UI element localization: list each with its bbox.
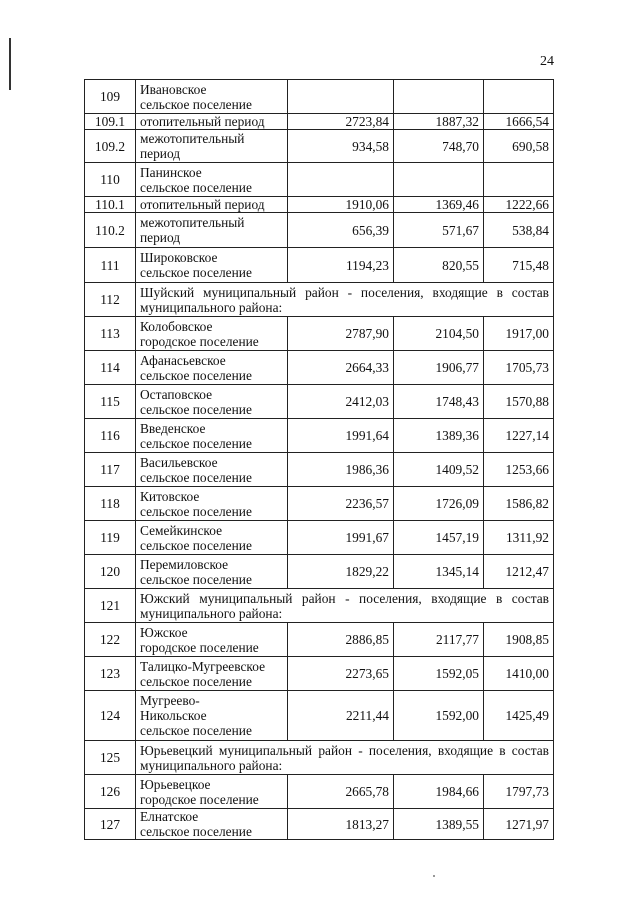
value-cell [484, 80, 554, 114]
row-number: 120 [85, 555, 136, 589]
district-heading: Шуйский муниципальный район - поселения, входящие в состав муниципального района: [136, 283, 554, 317]
row-number: 111 [85, 248, 136, 283]
settlement-name [136, 657, 288, 691]
settlement-name [136, 80, 288, 114]
table-row [85, 213, 554, 248]
row-number: 124 [85, 691, 136, 741]
value-cell: 1991,64 [288, 419, 394, 453]
settlement-name-line: сельское поселение [140, 401, 252, 417]
value-cell [288, 80, 394, 114]
table-row [85, 163, 554, 197]
table-row [85, 487, 554, 521]
value-cell: 1194,23 [288, 248, 394, 283]
value-cell: 1222,66 [484, 197, 554, 213]
settlement-name-line: отопительный период [140, 197, 265, 212]
value-cell: 1271,97 [484, 809, 554, 840]
value-cell: 1666,54 [484, 114, 554, 130]
value-cell: 1797,73 [484, 775, 554, 809]
row-number: 121 [85, 589, 136, 623]
settlement-name [136, 163, 288, 197]
margin-mark [9, 38, 11, 90]
settlement-name [136, 555, 288, 589]
settlement-name-line: Остаповское [140, 386, 213, 402]
settlement-name-line: межотопительный [140, 215, 245, 230]
value-cell: 1906,77 [394, 351, 484, 385]
value-cell: 2665,78 [288, 775, 394, 809]
value-cell: 1887,32 [394, 114, 484, 130]
settlement-name [136, 351, 288, 385]
row-number: 116 [85, 419, 136, 453]
value-cell: 1369,46 [394, 197, 484, 213]
value-cell: 2104,50 [394, 317, 484, 351]
value-cell: 1409,52 [394, 453, 484, 487]
settlement-name-line: сельское поселение [140, 503, 252, 519]
settlement-name-line: сельское поселение [140, 537, 252, 553]
settlement-name [136, 213, 288, 248]
settlement-name-line: период [140, 230, 181, 245]
settlement-name [136, 385, 288, 419]
row-number: 109.1 [85, 114, 136, 130]
row-number: 125 [85, 741, 136, 775]
row-number: 110.2 [85, 213, 136, 248]
value-cell: 820,55 [394, 248, 484, 283]
settlement-name [136, 197, 288, 213]
value-cell: 656,39 [288, 213, 394, 248]
value-cell: 1389,36 [394, 419, 484, 453]
settlement-name-line: городское поселение [140, 791, 259, 807]
settlement-name [136, 130, 288, 163]
row-number: 122 [85, 623, 136, 657]
value-cell: 1212,47 [484, 555, 554, 589]
settlement-name-line: Китовское [140, 488, 200, 504]
district-heading: Юрьевецкий муниципальный район - поселения, входящие в состав муниципального района: [136, 741, 554, 775]
row-number: 110 [85, 163, 136, 197]
settlement-name-line: Елнатское [140, 809, 199, 824]
settlement-name-line: сельское поселение [140, 435, 252, 451]
settlement-name-line: Юрьевецкое [140, 776, 211, 792]
settlement-name-line: сельское поселение [140, 723, 252, 738]
value-cell: 1917,00 [484, 317, 554, 351]
table-row [85, 248, 554, 283]
value-cell: 571,67 [394, 213, 484, 248]
settlement-name [136, 317, 288, 351]
row-number: 109 [85, 80, 136, 114]
value-cell: 2412,03 [288, 385, 394, 419]
value-cell: 1389,55 [394, 809, 484, 840]
settlement-name-line: Семейкинское [140, 522, 223, 538]
district-heading: Южский муниципальный район - поселения, входящие в состав муниципального района: [136, 589, 554, 623]
row-number: 114 [85, 351, 136, 385]
value-cell: 1908,85 [484, 623, 554, 657]
value-cell: 2211,44 [288, 691, 394, 741]
value-cell: 2723,84 [288, 114, 394, 130]
value-cell: 1910,06 [288, 197, 394, 213]
settlement-name-line: Никольское [140, 708, 207, 723]
value-cell: 2664,33 [288, 351, 394, 385]
table-row [85, 351, 554, 385]
table-row [85, 589, 554, 623]
table-row [85, 809, 554, 840]
table-row [85, 419, 554, 453]
settlement-name-line: сельское поселение [140, 96, 252, 112]
settlement-name-line: Мугреево- [140, 693, 200, 708]
value-cell: 1570,88 [484, 385, 554, 419]
value-cell: 1410,00 [484, 657, 554, 691]
value-cell: 2886,85 [288, 623, 394, 657]
value-cell: 1991,67 [288, 521, 394, 555]
settlement-name-line: сельское поселение [140, 571, 252, 587]
settlement-name-line: Васильевское [140, 454, 218, 470]
settlement-name-line: Введенское [140, 420, 206, 436]
settlement-name-line: сельское поселение [140, 265, 252, 280]
value-cell: 2787,90 [288, 317, 394, 351]
row-number: 117 [85, 453, 136, 487]
value-cell: 690,58 [484, 130, 554, 163]
value-cell: 748,70 [394, 130, 484, 163]
row-number: 112 [85, 283, 136, 317]
settlement-name-line: межотопительный [140, 131, 245, 146]
value-cell: 538,84 [484, 213, 554, 248]
table-row [85, 80, 554, 114]
row-number: 113 [85, 317, 136, 351]
row-number: 110.1 [85, 197, 136, 213]
settlement-name [136, 248, 288, 283]
settlement-name-line: сельское поселение [140, 824, 252, 839]
row-number: 109.2 [85, 130, 136, 163]
settlement-name-line: Талицко-Мугреевское [140, 658, 266, 674]
settlement-name [136, 114, 288, 130]
settlement-name-line: Широковское [140, 250, 218, 265]
row-number: 126 [85, 775, 136, 809]
row-number: 123 [85, 657, 136, 691]
settlement-name-line: Панинское [140, 164, 202, 180]
table-row [85, 741, 554, 775]
table-row [85, 657, 554, 691]
table-row [85, 283, 554, 317]
table-row [85, 453, 554, 487]
value-cell [394, 163, 484, 197]
value-cell: 2273,65 [288, 657, 394, 691]
settlement-name-line: отопительный период [140, 114, 265, 129]
value-cell: 1592,05 [394, 657, 484, 691]
value-cell: 1227,14 [484, 419, 554, 453]
settlement-name [136, 453, 288, 487]
value-cell: 715,48 [484, 248, 554, 283]
value-cell: 1813,27 [288, 809, 394, 840]
value-cell: 1425,49 [484, 691, 554, 741]
table-row [85, 317, 554, 351]
value-cell [288, 163, 394, 197]
value-cell: 1592,00 [394, 691, 484, 741]
settlement-name-line: период [140, 146, 181, 161]
settlement-name [136, 487, 288, 521]
value-cell: 2236,57 [288, 487, 394, 521]
settlement-name-line: сельское поселение [140, 179, 252, 195]
value-cell: 1986,36 [288, 453, 394, 487]
value-cell [394, 80, 484, 114]
table-row [85, 691, 554, 741]
settlement-name-line: Перемиловское [140, 556, 229, 572]
table-row [85, 385, 554, 419]
value-cell: 2117,77 [394, 623, 484, 657]
settlement-name [136, 691, 288, 741]
table-row [85, 197, 554, 213]
settlement-name [136, 623, 288, 657]
row-number: 119 [85, 521, 136, 555]
settlement-name [136, 775, 288, 809]
settlement-name [136, 419, 288, 453]
row-number: 118 [85, 487, 136, 521]
value-cell: 1705,73 [484, 351, 554, 385]
tariff-table [84, 79, 554, 840]
settlement-name-line: Южское [140, 624, 188, 640]
settlement-name-line: сельское поселение [140, 673, 252, 689]
value-cell: 1726,09 [394, 487, 484, 521]
settlement-name-line: Ивановское [140, 81, 207, 97]
table-row [85, 114, 554, 130]
settlement-name-line: городское поселение [140, 333, 259, 349]
table-row [85, 130, 554, 163]
table-row [85, 623, 554, 657]
value-cell: 1586,82 [484, 487, 554, 521]
value-cell: 934,58 [288, 130, 394, 163]
value-cell: 1829,22 [288, 555, 394, 589]
scan-dot [433, 875, 435, 877]
settlement-name-line: сельское поселение [140, 367, 252, 383]
value-cell [484, 163, 554, 197]
value-cell: 1253,66 [484, 453, 554, 487]
value-cell: 1457,19 [394, 521, 484, 555]
table-row [85, 521, 554, 555]
settlement-name-line: сельское поселение [140, 469, 252, 485]
page-number: 24 [540, 54, 554, 69]
settlement-name-line: Афанасьевское [140, 352, 226, 368]
value-cell: 1748,43 [394, 385, 484, 419]
table-row [85, 555, 554, 589]
settlement-name-line: городское поселение [140, 639, 259, 655]
value-cell: 1984,66 [394, 775, 484, 809]
settlement-name [136, 809, 288, 840]
settlement-name-line: Колобовское [140, 318, 213, 334]
row-number: 127 [85, 809, 136, 840]
settlement-name [136, 521, 288, 555]
value-cell: 1345,14 [394, 555, 484, 589]
table-row [85, 775, 554, 809]
value-cell: 1311,92 [484, 521, 554, 555]
row-number: 115 [85, 385, 136, 419]
